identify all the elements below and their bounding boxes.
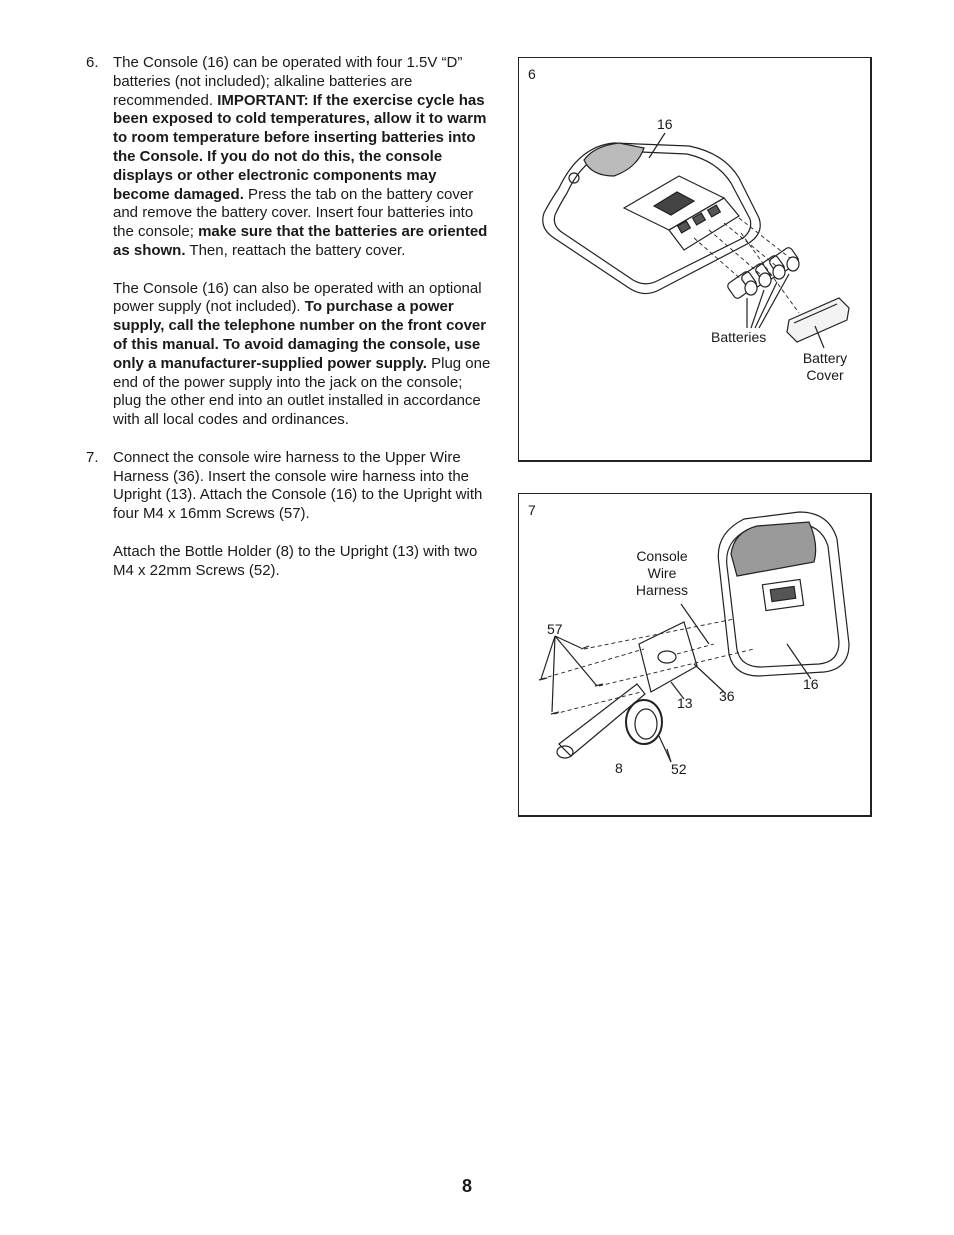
figure-number: 6	[528, 66, 536, 82]
step-paragraph	[113, 543, 494, 581]
figure-number: 7	[528, 502, 536, 518]
figure-6	[518, 57, 872, 462]
bold-text-run: make sure that the batteries are oriented as shown.	[113, 223, 488, 259]
screws-52-label: 52	[671, 761, 687, 777]
bold-text-run: To purchase a power supply, call the telephone number on the front cover of this manual. To avoid damaging the console, use only a manufacturer-supplied power supply.	[113, 298, 487, 372]
step-paragraph	[113, 280, 494, 430]
step-paragraph	[113, 449, 494, 524]
figure-7	[518, 493, 872, 817]
batteries-label: Batteries	[711, 329, 767, 345]
instructions-column	[86, 54, 494, 580]
screws-57-label: 57	[547, 621, 563, 637]
upright-13-label: 13	[677, 695, 693, 711]
step-paragraph	[113, 54, 494, 261]
step-number: 6.	[86, 54, 99, 71]
step-number: 7.	[86, 448, 99, 466]
console-16-label: 16	[803, 676, 819, 692]
step-6	[86, 54, 494, 430]
console-upright-illustration	[519, 494, 870, 815]
text-run: Then, reattach the battery cover.	[185, 241, 406, 259]
bottle-holder-8-label: 8	[615, 760, 623, 776]
text-run: Press the tab on the battery cover and remove the battery cover. Insert four batteries into the console;	[113, 185, 474, 241]
console-battery-illustration	[519, 58, 870, 460]
text-run: The Console (16) can be operated with four 1.5V “D” batteries (not included); alkaline batteries are recommended.	[113, 54, 463, 109]
console-wire-harness-label	[631, 548, 693, 599]
page-number: 8	[462, 1176, 473, 1196]
bold-text-run: IMPORTANT: If the exercise cycle has been exposed to cold temperatures, allow it to warm to room temperature before inserting batteries into the Console. If you do not do this, the console displays or other electronic components may become damaged.	[113, 91, 487, 203]
step-7	[86, 449, 494, 581]
text-run: Connect the console wire harness to the Upper Wire Harness (36). Insert the console wire harness into the Upright (13). Attach the Console (16) to the Upright with four M4 x 16mm Screws (57).	[113, 448, 483, 523]
harness-label-text: Console Wire Harness	[635, 548, 689, 598]
battery-cover-label: Battery Cover	[802, 350, 848, 383]
text-run: Attach the Bottle Holder (8) to the Upright (13) with two M4 x 22mm Screws (52).	[113, 542, 478, 579]
text-run: Plug one end of the power supply into the jack on the console; plug the other end into an outlet installed in accordance with all local codes and ordinances.	[113, 354, 491, 429]
console-label: 16	[657, 116, 673, 132]
text-run: The Console (16) can also be operated with an optional power supply (not included).	[113, 279, 482, 316]
upper-harness-36-label: 36	[719, 688, 735, 704]
